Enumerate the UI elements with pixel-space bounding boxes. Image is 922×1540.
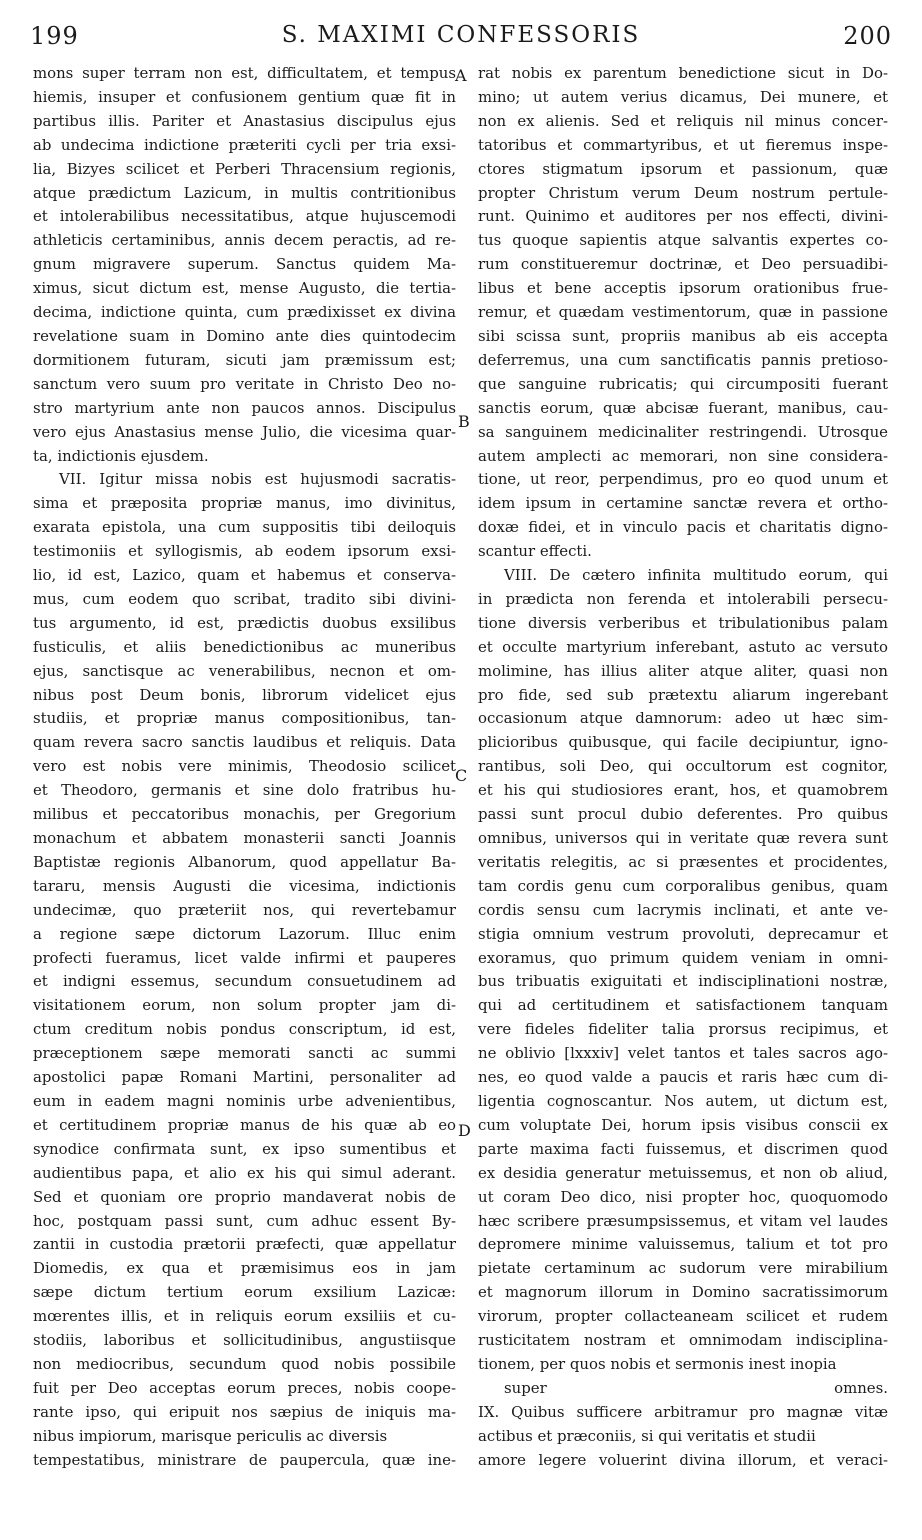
text-line: rante ipso, qui eripuit nos sæpius de iniquis ma- (33, 1402, 456, 1421)
text-line: plicioribus quibusque, qui facile decipiuntur, igno- (478, 733, 888, 752)
text-line: bus tribuatis exiguitati et indisciplinationi nostræ, (478, 972, 888, 991)
right-text-column (478, 62, 888, 1472)
text-line: Baptistæ regionis Albanorum, quod appellatur Ba- (33, 852, 456, 871)
text-line: ctum creditum nobis pondus conscriptum, id est, (33, 1020, 456, 1039)
text-line: ta, indictionis ejusdem. (33, 446, 209, 465)
page-number-left: 199 (30, 22, 79, 50)
text-line: mœrentes illis, et in reliquis eorum exsiliis et cu- (33, 1307, 456, 1326)
text-line: hæc scribere præsumpsissemus, et vitam vel laudes (478, 1211, 888, 1230)
text-line: hiemis, insuper et confusionem gentium quæ fit in (33, 87, 456, 106)
text-line: et indigni essemus, secundum consuetudinem ad (33, 972, 456, 991)
text-line: lia, Bizyes scilicet et Perberi Thracensium regionis, (33, 159, 456, 178)
text-line: sibi scissa sunt, propriis manibus ab eis accepta (478, 326, 888, 345)
text-line: tam cordis genu cum corporalibus genibus, quam (478, 876, 888, 895)
text-line: rantibus, soli Deo, qui occultorum est cognitor, (478, 757, 888, 776)
text-line: rat nobis ex parentum benedictione sicut in Do- (478, 64, 888, 82)
text-line: profecti fueramus, licet valde infirmi et pauperes (33, 948, 456, 967)
text-line: ejus, sanctisque ac venerabilibus, necnon et om- (33, 661, 456, 680)
text-line: VII. Igitur missa nobis est hujusmodi sacratis- (59, 470, 456, 489)
text-line: et occulte martyrium inferebant, astuto ac versuto (478, 637, 888, 656)
text-line: amore legere voluerint divina illorum, et veraci- (478, 1450, 888, 1469)
text-line: que sanguine rubricatis; qui circumpositi fuerant (478, 374, 888, 393)
text-line: et certitudinem propriæ manus de his quæ ab eo (33, 1115, 456, 1134)
text-line: runt. Quinimo et auditores per nos effecti, divini- (478, 207, 888, 226)
page-number-right: 200 (843, 22, 892, 50)
text-line: cordis sensu cum lacrymis inclinati, et ante ve- (478, 900, 888, 919)
text-line: et Theodoro, germanis et sine dolo fratribus hu- (33, 781, 456, 800)
text-line: synodice confirmata sunt, ex ipso sumentibus et (33, 1139, 456, 1158)
text-line: vere fideles fideliter talia prorsus recipimus, et (478, 1020, 888, 1039)
text-line: mons super terram non est, difficultatem, et tempus (33, 64, 456, 82)
text-line: tione diversis verberibus et tribulationibus palam (478, 613, 888, 632)
text-line: occasionum atque damnorum: adeo ut hæc sim- (478, 709, 888, 728)
text-line: molimine, has illius aliter atque aliter, quasi non (478, 661, 888, 680)
text-line: decima, indictione quinta, cum prædixisset ex divina (33, 303, 456, 322)
text-line: milibus et peccatoribus monachis, per Gregorium (33, 805, 456, 824)
text-line: sima et præposita propriæ manus, imo divinitus, (33, 494, 456, 513)
text-line: a regione sæpe dictorum Lazorum. Illuc enim (33, 924, 456, 943)
text-line: rum constitueremur doctrinæ, et Deo persuadibi- (478, 255, 888, 274)
text-line: apostolici papæ Romani Martini, personaliter ad (33, 1068, 456, 1087)
text-line: super omnes. (504, 1378, 888, 1397)
text-line: et intolerabilibus necessitatibus, atque hujuscemodi (33, 207, 456, 226)
text-line: exoramus, quo primum quidem veniam in omni- (478, 948, 888, 967)
text-line: studiis, et propriæ manus compositionibus, tan- (33, 709, 456, 728)
text-line: ctores stigmatum ipsorum et passionum, quæ (478, 159, 888, 178)
text-line: mus, cum eodem quo scribat, tradito sibi divini- (33, 589, 456, 608)
text-line: visitationem eorum, non solum propter jam di- (33, 996, 456, 1015)
text-line: ligentia cognoscantur. Nos autem, ut dictum est, (478, 1091, 888, 1110)
text-line: ex desidia generatur metuissemus, et non ob aliud, (478, 1163, 888, 1182)
text-line: autem amplecti ac memorari, non sine considera- (478, 446, 888, 465)
text-line: vero ejus Anastasius mense Julio, die vicesima quar- (33, 422, 456, 441)
text-line: vero est nobis vere minimis, Theodosio scilicet (33, 757, 456, 776)
text-line: Sed et quoniam ore proprio mandaverat nobis de (33, 1187, 456, 1206)
text-line: atque prædictum Lazicum, in multis contritionibus (33, 183, 456, 202)
margin-letter-b: B (458, 412, 470, 431)
text-line: stro martyrium ante non paucos annos. Discipulus (33, 398, 456, 417)
text-line: deferremus, una cum sanctificatis pannis pretioso- (478, 350, 888, 369)
text-line: passi sunt procul dubio deferentes. Pro quibus (478, 805, 888, 824)
text-line: remur, et quædam vestimentorum, quæ in passione (478, 303, 888, 322)
text-line: et magnorum illorum in Domino sacratissimorum (478, 1283, 888, 1302)
text-line: revelatione suam in Domino ante dies quintodecim (33, 326, 456, 345)
text-line: idem ipsum in certamine sanctæ revera et ortho- (478, 494, 888, 513)
text-line: virorum, propter collacteaneam scilicet et rudem (478, 1307, 888, 1326)
text-line: stodiis, laboribus et sollicitudinibus, angustiisque (33, 1331, 456, 1350)
text-line: actibus et præconiis, si qui veritatis et studii (478, 1426, 816, 1445)
text-line: ximus, sicut dictum est, mense Augusto, die tertia- (33, 279, 456, 298)
text-line: in prædicta non ferenda et intolerabili persecu- (478, 589, 888, 608)
text-line: exarata epistola, una cum suppositis tibi deiloquis (33, 518, 456, 537)
text-line: dormitionem futuram, sicuti jam præmissum est; (33, 350, 456, 369)
text-line: audientibus papa, et alio ex his qui simul aderant. (33, 1163, 456, 1182)
margin-letter-a: A (455, 66, 467, 85)
text-line: cum voluptate Dei, horum ipsis visibus conscii ex (478, 1115, 888, 1134)
text-line: ab undecima indictione præteriti cycli per tria exsi- (33, 135, 456, 154)
text-line: VIII. De cætero infinita multitudo eorum, qui (504, 566, 888, 585)
text-line: monachum et abbatem monasterii sancti Joannis (33, 829, 456, 847)
text-line: pro fide, sed sub prætextu aliarum ingerebant (478, 685, 888, 704)
text-line: præceptionem sæpe memorati sancti ac summi (33, 1044, 456, 1063)
text-line: fusticulis, et aliis benedictionibus ac muneribus (33, 637, 456, 656)
text-line: propter Christum verum Deum nostrum pertule- (478, 183, 888, 202)
text-line: depromere minime valuissemus, talium et tot pro (478, 1235, 888, 1254)
text-line: sa sanguinem medicinaliter restringendi. Utrosque (478, 422, 888, 441)
text-line: omnibus, universos qui in veritate quæ revera sunt (478, 829, 888, 847)
text-line: ne oblivio [lxxxiv] velet tantos et tales sacros ago- (478, 1044, 888, 1063)
text-line: libus et bene acceptis ipsorum orationibus frue- (478, 279, 888, 298)
text-line: stigia omnium vestrum provoluti, deprecamur et (478, 924, 888, 943)
running-title: S. MAXIMI CONFESSORIS (281, 22, 641, 48)
left-text-column (33, 62, 456, 1472)
text-line: mino; ut autem verius dicamus, Dei munere, et (478, 87, 888, 106)
text-line: eum in eadem magni nominis urbe advenientibus, (33, 1091, 456, 1110)
text-line: tempestatibus, ministrare de paupercula, quæ ine- (33, 1450, 456, 1469)
text-line: tus argumento, id est, prædictis duobus exsilibus (33, 613, 456, 632)
text-line: nibus post Deum bonis, librorum videlicet ejus (33, 685, 456, 704)
margin-letter-d: D (458, 1121, 471, 1140)
text-line: sæpe dictum tertium eorum exsilium Lazicæ: (33, 1283, 456, 1302)
text-line: parte maxima facti fuissemus, et discrimen quod (478, 1139, 888, 1158)
text-line: doxæ fidei, et in vinculo pacis et charitatis digno- (478, 518, 888, 537)
text-line: athleticis certaminibus, annis decem peractis, ad re- (33, 231, 456, 250)
text-line: IX. Quibus sufficere arbitramur pro magnæ vitæ (478, 1402, 888, 1421)
text-line: pietate certaminum ac sudorum vere mirabilium (478, 1259, 888, 1278)
text-line: tus quoque sapientis atque salvantis expertes co- (478, 231, 888, 250)
text-line: nibus impiorum, marisque periculis ac diversis (33, 1426, 388, 1445)
text-line: non ex alienis. Sed et reliquis nil minus concer- (478, 111, 888, 130)
text-line: Diomedis, ex qua et præmisimus eos in jam (33, 1259, 456, 1278)
text-line: undecimæ, quo præteriit nos, qui revertebamur (33, 900, 456, 919)
text-line: lio, id est, Lazico, quam et habemus et conserva- (33, 566, 456, 585)
text-line: rusticitatem nostram et omnimodam indisciplina- (478, 1331, 888, 1350)
text-line: quam revera sacro sanctis laudibus et reliquis. Data (33, 733, 456, 752)
text-line: tatoribus et commartyribus, et ut fieremus inspe- (478, 135, 888, 154)
text-line: tione, ut reor, perpendimus, pro eo quod unum et (478, 470, 888, 489)
margin-letter-c: C (455, 766, 468, 785)
text-line: sanctis eorum, quæ abcisæ fuerant, manibus, cau- (478, 398, 888, 417)
text-line: nes, eo quod valde a paucis et raris hæc cum di- (478, 1068, 888, 1087)
text-line: zantii in custodia prætorii præfecti, quæ appellatur (33, 1235, 456, 1254)
text-line: veritatis relegitis, ac si præsentes et procidentes, (478, 852, 888, 871)
text-line: tararu, mensis Augusti die vicesima, indictionis (33, 876, 456, 895)
text-line: testimoniis et syllogismis, ab eodem ipsorum exsi- (33, 542, 456, 561)
text-line: et his qui studiosiores erant, hos, et quamobrem (478, 781, 888, 800)
text-line: scantur effecti. (478, 542, 592, 561)
text-line: sanctum vero suum pro veritate in Christo Deo no- (33, 374, 456, 393)
text-line: fuit per Deo acceptas eorum preces, nobis coope- (33, 1378, 456, 1397)
text-line: tionem, per quos nobis et sermonis inest inopia (478, 1354, 837, 1373)
text-line: gnum migravere superum. Sanctus quidem Ma- (33, 255, 456, 274)
text-line: ut coram Deo dico, nisi propter hoc, quoquomodo (478, 1187, 888, 1206)
text-line: hoc, postquam passi sunt, cum adhuc essent By- (33, 1211, 456, 1230)
text-line: non mediocribus, secundum quod nobis possibile (33, 1354, 456, 1373)
text-line: partibus illis. Pariter et Anastasius discipulus ejus (33, 111, 456, 130)
text-line: qui ad certitudinem et satisfactionem tanquam (478, 996, 888, 1015)
page-header (30, 22, 892, 56)
